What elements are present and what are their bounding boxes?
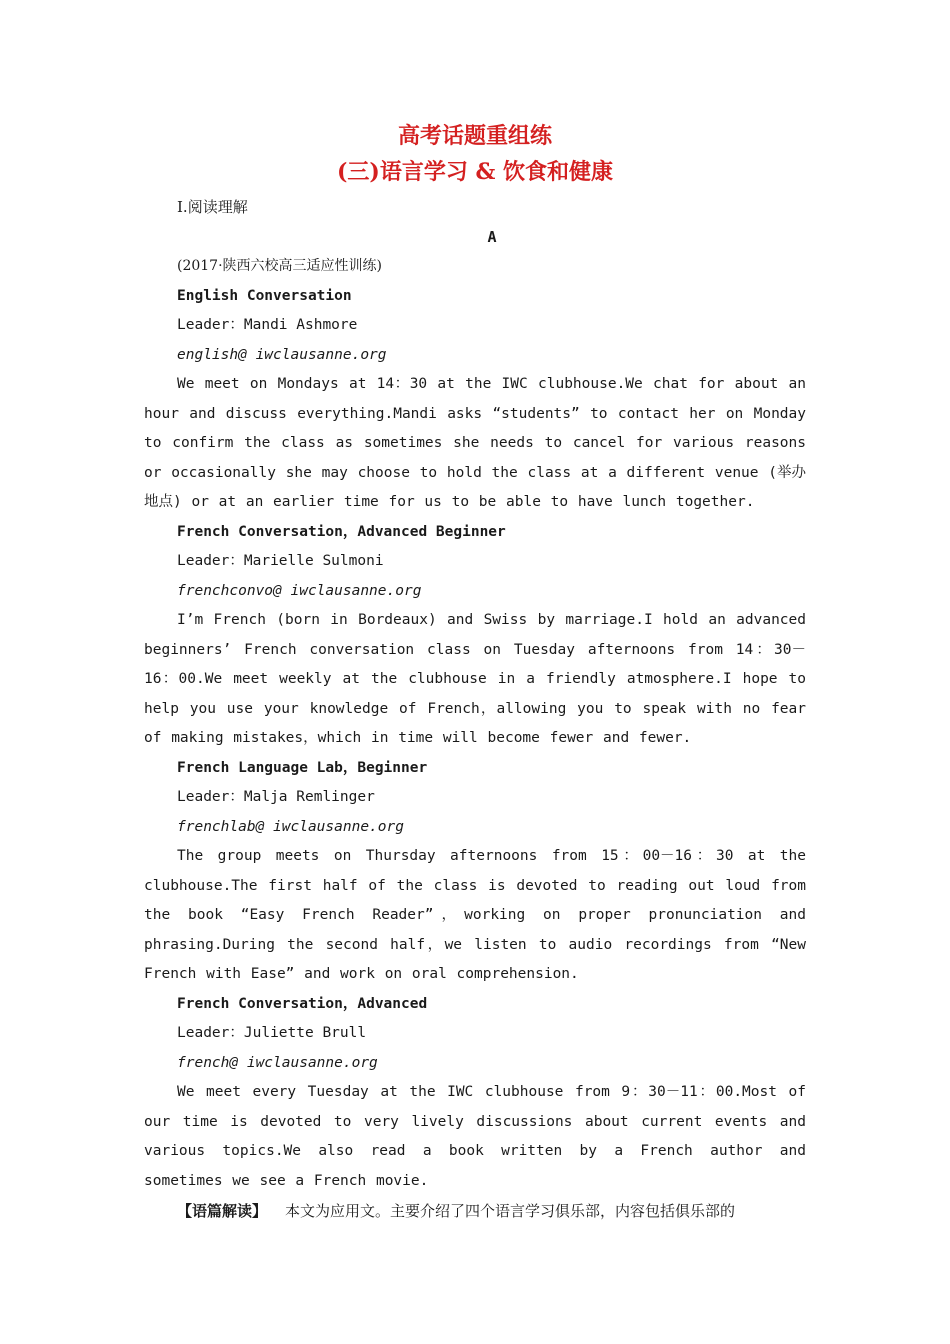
club-leader: Leader：Marielle Sulmoni [177,553,384,569]
document-page [144,118,806,1226]
club-name: English Conversation [177,287,352,304]
club-entry-english-conversation [144,282,806,518]
club-entry-french-language-lab [144,754,806,990]
club-name: French Conversation，Advanced Beginner [177,523,506,540]
club-description: The group meets on Thursday afternoons from 15：00－16：30 at the clubhouse.The first half of the class is devoted to reading out loud from the book “Easy French Reader”，working on proper pronunciation and phrasing.During the second half，we listen to audio recordings from “New French with Ease” and work on oral comprehension. [144,848,806,982]
club-name: French Conversation，Advanced [177,995,428,1012]
passage-analysis [144,1196,806,1226]
document-subtitle: (三)语言学习 & 饮食和健康 [337,159,613,185]
passage-source: (2017·陕西六校高三适应性训练) [177,258,383,274]
document-title: 高考话题重组练 [397,123,552,149]
club-description: We meet every Tuesday at the IWC clubhouse from 9：30－11：00.Most of our time is devoted to very lively discussions about current events and various topics.We also read a book written by a French author and sometimes we see a French movie. [144,1084,806,1189]
club-description: We meet on Mondays at 14：30 at the IWC clubhouse.We chat for about an hour and discuss everything.Mandi asks “students” to contact her on Monday to confirm the class as sometimes she needs to cancel for various reasons or occasionally she may choose to hold the class at a different venue (举办地点) or at an earlier time for us to be able to have lunch together. [144,376,806,510]
section-heading: Ⅰ.阅读理解 [177,198,248,216]
club-leader: Leader：Malja Remlinger [177,789,375,805]
analysis-tag: 【语篇解读】 [177,1202,268,1220]
club-email: frenchlab@ iwclausanne.org [177,818,404,835]
club-name: French Language Lab，Beginner [177,759,428,776]
analysis-text: 本文为应用文。主要介绍了四个语言学习俱乐部，内容包括俱乐部的 [285,1202,736,1220]
club-entry-french-advanced [144,990,806,1197]
club-entry-french-advanced-beginner [144,518,806,754]
club-leader: Leader：Mandi Ashmore [177,317,358,333]
club-email: english@ iwclausanne.org [177,346,387,363]
club-email: frenchconvo@ iwclausanne.org [177,582,422,599]
passage-letter: A [487,228,497,246]
club-description: I’m French (born in Bordeaux) and Swiss by marriage.I hold an advanced beginners’ French conversation class on Tuesday afternoons from 14：30－16：00.We meet weekly at the clubhouse in a friendly atmosphere.I hope to help you use your knowledge of French，allowing you to speak with no fear of making mistakes，which in time will become fewer and fewer. [144,612,806,746]
club-leader: Leader：Juliette Brull [177,1025,367,1041]
club-email: french@ iwclausanne.org [177,1054,378,1071]
